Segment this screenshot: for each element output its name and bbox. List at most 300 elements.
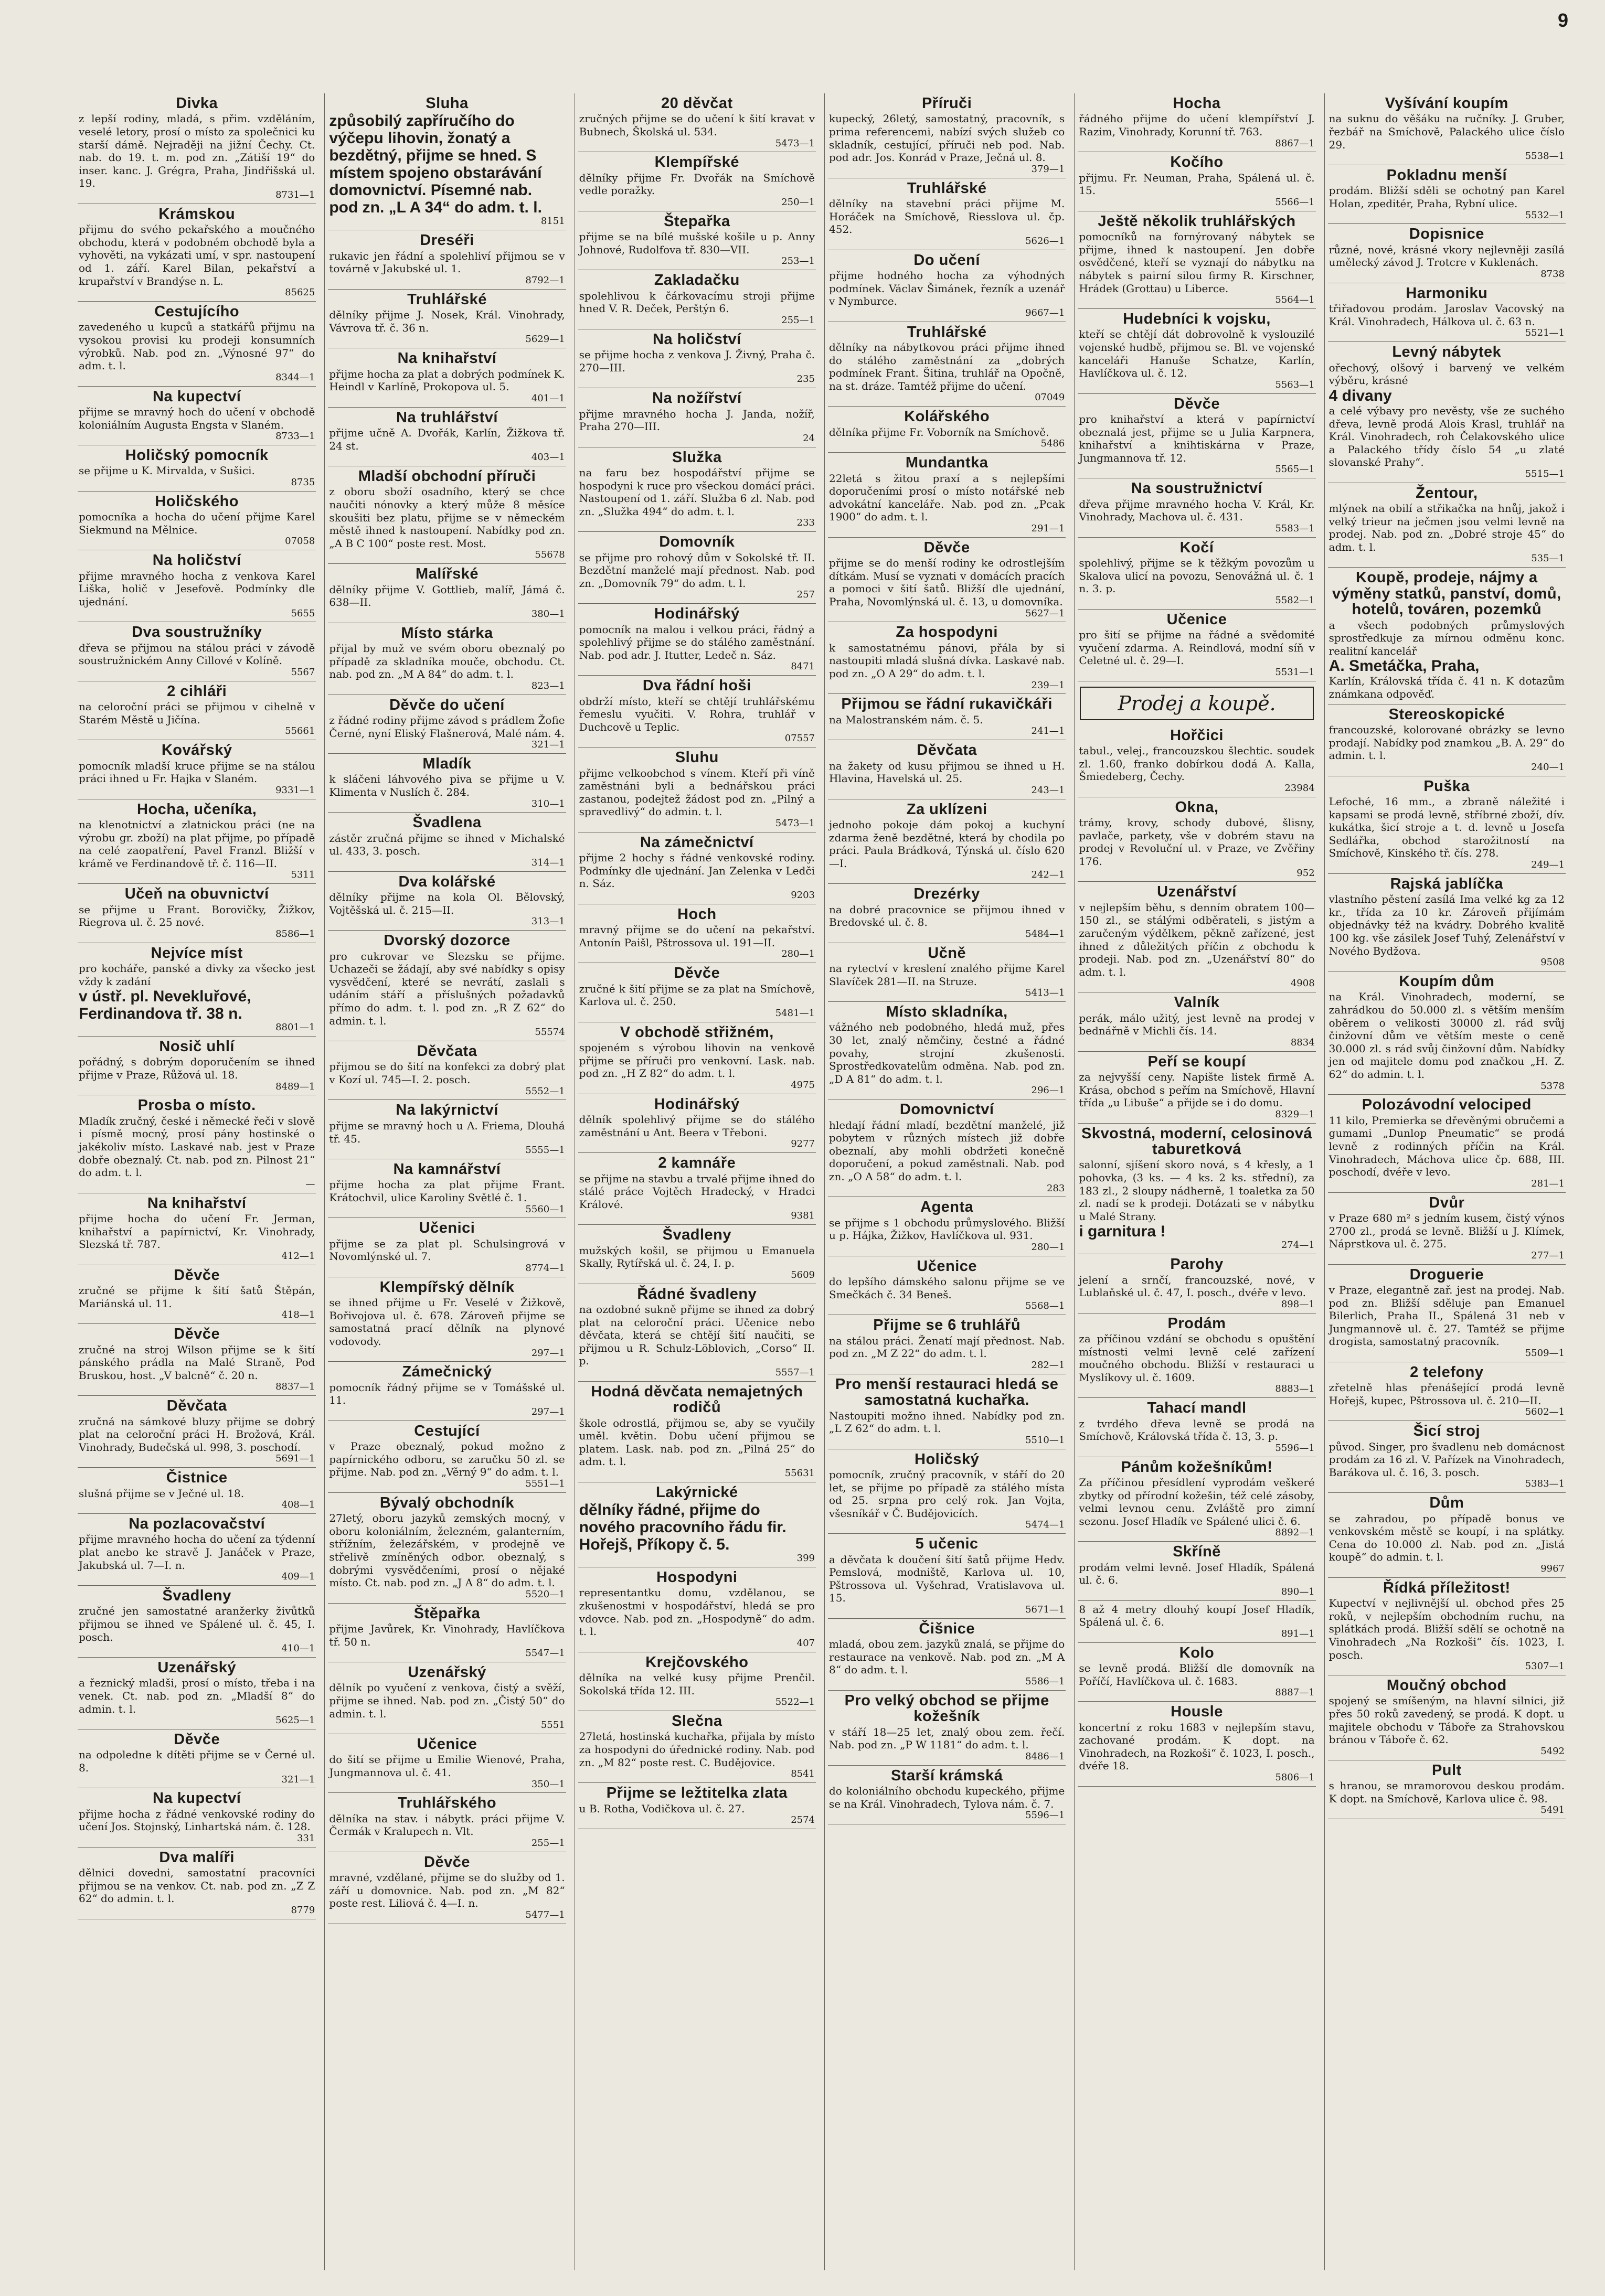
ad-number: 408—1 (281, 1499, 315, 1511)
ad-text: se zahradou, po případě bonus ve venkovském městě se koupí, i na splátky. Cena do 10.000 zl. Nab. pod zn. „Jistá koupě“ do admin. t. l. (1328, 1512, 1565, 1564)
ad-text: dřeva přijme mravného hocha V. Král, Kr. Vinohrady, Machova ul. č. 431. (1079, 497, 1315, 524)
ad-heading: Místo stárka (401, 624, 493, 642)
ad-number: 5522—1 (775, 1696, 815, 1708)
classified-ad (1328, 1578, 1566, 1675)
ad-text: spolehlivou k čárkovacímu stroji přijme hned V. R. Deček, Perštýn 6. (579, 289, 815, 315)
ad-text: přijme velkoobchod s vínem. Kteří při víně zaměstnáni byli a bednářskou práci zastanou, podejtež žádost pod zn. „Pilný a spravedlivý“ do admin. t. l. (579, 766, 815, 818)
classified-ad (328, 1421, 566, 1493)
ad-heading: Pánům kožešníkům! (1121, 1458, 1273, 1476)
ad-heading: Učeň na obuvnictví (124, 885, 269, 903)
ad-heading: Děvče (1174, 395, 1220, 412)
classified-ad (1078, 538, 1315, 610)
ad-heading: Hodinářský (654, 605, 740, 623)
ad-text: mlýnek na obilí a střikačka na hnůj, jakož i velký trieur na ječmen jsou velmi levně na prodej. Nab. pod zn. „Dobré stroje 45“ do adm. t. l. (1328, 502, 1565, 553)
ad-text: Karlín, Královská třída č. 41 n. K dotazům známkana odpověď. (1328, 675, 1565, 700)
ad-heading: Truhlářské (907, 179, 987, 197)
ad-heading: Děvče (174, 1326, 220, 1343)
classified-ad (1078, 93, 1315, 152)
ad-text: pomocník mladší kruce přijme se na stálou práci ihned u Fr. Hajka v Slaném. (79, 759, 315, 785)
classified-ad (78, 740, 316, 799)
classified-ad (578, 447, 816, 532)
classified-ad (578, 832, 816, 904)
ad-text: mužských košil, se přijmou u Emanuela Skally, Rytířská ul. č. 24, I. p. (579, 1244, 815, 1270)
ad-text: zručné jen samostatné aranžerky živůtků přijmou se ihned ve Spálené ul. č. 45, I. posch. (79, 1605, 315, 1643)
ad-heading: Domovnictví (899, 1101, 994, 1118)
ad-heading: Dreséři (420, 232, 474, 249)
ad-heading: Na holičství (152, 552, 241, 569)
classified-ad (1328, 776, 1566, 874)
ad-number: 255—1 (531, 1838, 565, 1849)
ad-text: se přijme u Frant. Borovičky, Žižkov, Riegrova ul. č. 25 nové. (79, 903, 315, 929)
classified-ad (78, 943, 316, 1037)
classified-ad (328, 290, 566, 348)
ad-heading: Učenice (1166, 611, 1227, 628)
ad-text: pomocníků na fornýrovaný nábytek se přijme, ihned k nastoupení. Jen dobře osvědčené, kteří se vyznají do nábytku na nábytek s pairní silou firmy R. Kirschner, Hrádek (Grottau) u Liberce. (1079, 230, 1315, 295)
ad-number: 8471 (791, 661, 815, 672)
ad-number: 241—1 (1031, 725, 1065, 737)
classified-ad (78, 302, 316, 387)
ad-number: 233 (796, 517, 815, 529)
ad-text: přijme mravného hocha do učení za týdenní plat anebo ke stravě J. Janáček v Praze, Jakubská ul. 7—I. n. (79, 1533, 315, 1572)
ad-number: 5481—1 (775, 1007, 815, 1019)
classified-ad (78, 204, 316, 302)
ad-heading: Prodám (1167, 1315, 1226, 1332)
ad-text: přijme mravného hocha z venkova Karel Liška, holič v Jesefově. Podmínky dle ujednání. (79, 569, 315, 608)
classified-ad (828, 1099, 1066, 1197)
classified-ad (828, 1691, 1066, 1766)
ad-heading: 20 děvčat (661, 95, 733, 112)
classified-ad (328, 93, 566, 230)
ad-heading: Hořčici (1170, 727, 1224, 744)
ad-heading: Dopisnice (1409, 226, 1484, 243)
classified-ad (328, 931, 566, 1041)
ad-heading: Místo skladníka, (886, 1003, 1008, 1021)
ad-heading: Cestujícího (154, 303, 240, 320)
ad-number: 5551 (540, 1720, 565, 1731)
ad-number: 5492 (1540, 1745, 1565, 1757)
ad-number: 07058 (285, 536, 315, 547)
classified-ad (1328, 971, 1566, 1095)
ad-text: Kupectví v nejlivnější ul. obchod přes 25 roků, v nejlepším obchodním ruchu, na splátkách prodá. Bližší sdělí se ochotně na Vinohradech „Na Rozkoši“ čís. 1023, I. posch. (1328, 1597, 1565, 1661)
ad-heading: Hodinářský (654, 1095, 740, 1113)
ad-number: 401—1 (531, 392, 565, 404)
classified-ad (328, 1493, 566, 1604)
ad-text: 8 až 4 metry dlouhý koupí Josef Hladík, Spálená ul. č. 6. (1079, 1603, 1315, 1629)
ad-text: na Král. Vinohradech, moderní, se zahrádkou do 50.000 zl. s větším menším oběrem o velikosti 30000 zl. rád svůj činžovní dům ve větším meste o ceně 30.000 zl. s rád svůj činžovní dům. Nabídky jen od majitele domu pod značkou „H. Z. 62“ do admin. t. l. (1328, 990, 1565, 1081)
ad-heading: Štěpařka (413, 1605, 481, 1622)
ad-text: Za příčinou přesídlení vyprodám veškeré zbytky od přírodní kožešin, též celé zásoby, velmi levnou cenu. Zvláště pro zimní sezonu. Josef Hladík ve Spálené ulici č. 6. (1079, 1476, 1315, 1528)
classified-ad (828, 1256, 1066, 1315)
classified-ad (1078, 309, 1315, 394)
ad-heading: Čišnice (919, 1620, 975, 1637)
ad-number: 8892—1 (1275, 1527, 1315, 1539)
ad-number: — (305, 1178, 315, 1190)
classified-ad (78, 1586, 316, 1658)
ad-number: 8834 (1290, 1037, 1315, 1048)
ad-text: trámy, krovy, schody dubové, šlisny, pavlače, parkety, vše v dobrém stavu na prodej v Revoluční ul. v Praze, ve Zvěřiny 176. (1079, 816, 1315, 868)
classified-ad (578, 1382, 816, 1482)
ad-heading: Harmoniku (1406, 284, 1488, 302)
ad-heading: Přijme se 6 truhlářů (873, 1317, 1021, 1334)
ad-number: 280—1 (781, 948, 815, 960)
ad-text: z tvrdého dřeva levně se prodá na Smíchově, Královská třída č. 13, 3. p. (1079, 1417, 1315, 1443)
ad-number: 5520—1 (525, 1588, 565, 1600)
classified-ad (328, 1159, 566, 1218)
ad-text: jelení a srnčí, francouzské, nové, v Lublaňské ul. č. 47, I. posch., dvéře v levo. (1079, 1273, 1315, 1299)
ad-number: 5491 (1540, 1804, 1565, 1816)
ad-number: 5566—1 (1275, 197, 1315, 208)
ad-number: 255—1 (781, 314, 815, 326)
ad-number: 5691—1 (275, 1453, 315, 1465)
ad-heading: Na pozlacovačství (129, 1515, 265, 1532)
ad-heading: Učenice (417, 1736, 477, 1753)
ad-text: slušná přijme se v Ječné ul. 18. (79, 1487, 245, 1500)
ad-heading: Nejvíce míst (151, 944, 243, 962)
ad-number: 403—1 (531, 452, 565, 463)
ad-text: se přijme na stavbu a trvalé přijme ihned do stálé práce Vojtěch Hradecký, v Hradci Králové. (579, 1172, 815, 1211)
ad-heading: Za uklízeni (906, 800, 987, 818)
ad-number: 8489—1 (275, 1081, 315, 1092)
classified-ad (78, 1265, 316, 1324)
ad-text: škole odrostlá, přijmou se, aby se vyučily uměl. květin. Dobu učení přijmou se platem. Lask. nab. pod zn. „Pilná 25“ do adm. t. l. (579, 1416, 815, 1468)
classified-ad (78, 93, 316, 204)
ad-text: Lefoché, 16 mm., a zbraně náležité i kapsami se prodá levně, stříbrné zboží, dív. kukátka, šicí stroje a t. d. levně u Josefa Sedlářka, obchod starožitností na Smíchově, Kinského tř. čís. 278. (1328, 795, 1565, 860)
classified-ad (1078, 394, 1315, 479)
ad-number: 409—1 (281, 1571, 315, 1583)
classified-ad (328, 1734, 566, 1793)
ad-number: 8731—1 (275, 189, 315, 200)
ad-text: přijme mravného hocha J. Janda, nožíř, Praha 270—III. (579, 407, 815, 433)
classified-ad (578, 1022, 816, 1094)
classified-ad (578, 1783, 816, 1829)
ad-number: 350—1 (531, 1778, 565, 1790)
ad-text: a celé výbavy pro nevěsty, vše ze suchého dřeva, levně prodá Alois Krasl, truhlář na Král. Vinohradech, roh Čelakovského ulice a Palackého třídy číslo 54 „u zlaté slovanské Prahy“. (1328, 404, 1565, 469)
ad-heading: Na kamnářství (393, 1160, 501, 1178)
ad-columns (75, 93, 1569, 2270)
classified-ad (1328, 704, 1566, 776)
classified-ad (1078, 610, 1315, 681)
ad-heading: Pro menší restauraci hledá se samostatná kuchařka. (835, 1375, 1059, 1409)
ad-emphasis: způsobilý zapříručího do výčepu lihovin, žonatý a bezdětný, přijme se hned. S místem spojeno obstarávání domovnictví. Písemné nab. pod zn. „L A 34“ do adm. t. l. (329, 112, 542, 217)
ad-heading: Šicí stroj (1413, 1423, 1481, 1440)
classified-ad (578, 676, 816, 747)
classified-ad (828, 1197, 1066, 1256)
ad-text: mravné, vzdělané, přijme se do služby od 1. září u domovnice. Nab. pod zn. „M 82“ poste rest. Liliová č. 4—I. n. (329, 1871, 565, 1910)
ad-heading: Dva soustružníky (132, 624, 262, 641)
ad-text: Nastoupiti možno ihned. Nabídky pod zn. „L Z 62“ do adm. t. l. (829, 1409, 1065, 1435)
ad-text: zručné k šití přijme se za plat na Smíchově, Karlova ul. č. 250. (579, 982, 815, 1008)
ad-number: 250—1 (781, 197, 815, 208)
classified-ad (78, 492, 316, 550)
ad-heading: Tahací mandl (1147, 1400, 1247, 1417)
ad-emphasis: 4 divany (1328, 387, 1392, 404)
ad-heading: Služka (672, 448, 722, 466)
classified-ad (1078, 1254, 1315, 1313)
ad-heading: Nosič uhlí (159, 1038, 235, 1055)
ad-number: 23984 (1284, 782, 1315, 794)
ad-number: 5383—1 (1525, 1478, 1565, 1490)
ad-number: 235 (796, 373, 815, 385)
classified-ad (1078, 1457, 1315, 1542)
ad-number: 410—1 (281, 1643, 315, 1654)
ad-text: zručných přijme se do učení k šití kravat v Bubnech, Školská ul. 534. (579, 112, 815, 138)
ad-text: ořechový, olšový i barvený ve velkém výběru, krásné (1328, 361, 1565, 387)
ad-text: pro knihařství a která v papírnictví obeznalá jest, přijme se u Julia Karpnera, knihařství a knihtiskárna v Praze, Jungmannova tř. 12. (1079, 413, 1315, 464)
ad-text: na klenotnictví a zlatnickou práci (ne na výrobu gr. zboží) na plat přijme, po případě na celé zaopatření, Pavel Franzl. Bližší v krámě ve Ferdinandově tř. č. 116—II. (79, 818, 315, 870)
ad-number: 55574 (535, 1027, 565, 1038)
ad-number: 5560—1 (525, 1203, 565, 1215)
ad-heading: Na nožířství (652, 390, 742, 407)
ad-heading: Parohy (1170, 1256, 1224, 1273)
ad-heading: Prosba o místo. (137, 1097, 256, 1114)
ad-heading: Na holičství (652, 330, 741, 348)
ad-text: pro kocháře, panské a divky za všecko jest vždy k zadání (79, 962, 315, 988)
classified-ad (578, 963, 816, 1022)
ad-heading: 2 telefony (1410, 1363, 1484, 1381)
ad-column-6 (1324, 93, 1569, 2270)
ad-text: přijme hocha do učení Fr. Jerman, knihařství a papírnictví, Kr. Vinohrady, Slezská tř. 787. (79, 1212, 315, 1251)
ad-text: na suknu do věšáku na ručníky. J. Gruber, řezbář na Smíchově, Palackého ulice číslo 29. (1328, 112, 1565, 151)
ad-text: za nejvyšší ceny. Napište listek firmě A. Krása, obchod s peřím na Smíchově, Hlavní třída „u Libuše“ a přijde se i do domu. (1079, 1071, 1315, 1109)
ad-number: 243—1 (1031, 784, 1065, 796)
ad-text: přijme 2 hochy s řádné venkovské rodiny. Podmínky dle ujednání. Jan Zelenka v Ledči n. Sáz. (579, 851, 815, 890)
ad-text: prodám velmi levně. Josef Hladík, Spálená ul. č. 6. (1079, 1561, 1315, 1587)
ad-number: 249—1 (1531, 859, 1565, 870)
ad-number: 07049 (1035, 392, 1065, 403)
ad-number: 891—1 (1281, 1628, 1315, 1639)
ad-number: 9381 (791, 1210, 815, 1222)
ad-text: a všech podobných průmyslových sprostředkuje za mírnou odměnu konc. realitní kancelář (1328, 618, 1565, 657)
ad-number: 55661 (285, 725, 315, 737)
ad-number: 4975 (791, 1079, 815, 1091)
ad-text: na faru bez hospodářství přijme se hospodyni k ruce pro všeckou domácí práci. Nastoupení od 1. září. Služba 6 zl. Nab. pod zn. „Služka 494“ do adm. t. l. (579, 466, 815, 518)
classified-ad (78, 445, 316, 492)
ad-number: 5806—1 (1275, 1771, 1315, 1783)
ad-text: dělníky na nábytkovou práci přijme ihned do stálého zaměstnání za „dobrých podmínek Frant. Šitina, truhlář na Opočně, na st. dráze. Tamtéž přijme do učení. (829, 341, 1065, 392)
classified-ad (828, 250, 1066, 322)
ad-number: 5655 (291, 607, 315, 619)
ad-heading: Hudebníci k vojsku, (1123, 311, 1271, 328)
ad-text: k sláčeni láhvového piva se přijme u V. Klimenta v Nuslích č. 284. (329, 773, 565, 799)
ad-heading: Peří se koupí (1147, 1053, 1246, 1070)
ad-text: do šití se přijme u Emilie Wienové, Praha, Jungmannova ul. č. 41. (329, 1753, 565, 1779)
classified-ad (328, 348, 566, 407)
ad-text: z řádné rodiny přijme závod s prádlem Žofie Černé, nyní Eliský Flašnerová, Malé nám. 4. (329, 714, 565, 740)
classified-ad (828, 407, 1066, 453)
ad-text: zručná na sámkové bluzy přijme se dobrý plat na celoroční práci H. Brožová, Král. Vinohrady, Budečská ul. 998, 3. poschodí. (79, 1415, 315, 1454)
page-number: 9 (1557, 9, 1568, 31)
classified-ad (578, 388, 816, 447)
classified-ad (328, 1793, 566, 1852)
ad-number: 8887—1 (1275, 1687, 1315, 1699)
ad-text: se ihned přijme u Fr. Veselé v Žižkově, Bořivojova ul. č. 678. Zároveň přijme se samostatná prací dělník na plynové vodovody. (329, 1296, 565, 1348)
ad-number: 8586—1 (275, 928, 315, 939)
ad-heading: Vyšívání koupím (1385, 95, 1508, 112)
ad-text: dělníky přijme Fr. Dvořák na Smíchově vedle poražky. (579, 171, 815, 197)
ad-number: 898—1 (1281, 1298, 1315, 1310)
ad-column-3 (575, 93, 819, 2270)
ad-text: mladá, obou zem. jazyků znalá, se přijme do restaurace na venkově. Nab. pod zn. „M A 8“ do adm. t. l. (829, 1638, 1065, 1676)
ad-heading: Na lakýrnictví (396, 1102, 498, 1119)
classified-ad (578, 1225, 816, 1284)
classified-ad (78, 1729, 316, 1788)
ad-text: do lepšího dámského salonu přijme se ve Smečkách č. 34 Beneš. (829, 1275, 1065, 1301)
ad-heading: Krámskou (158, 205, 236, 222)
ad-heading: 5 učenic (915, 1535, 979, 1553)
ad-heading: Mladík (422, 755, 472, 772)
classified-ad (578, 1567, 816, 1652)
classified-ad (578, 152, 816, 211)
ad-heading: Divka (176, 95, 218, 112)
ad-text: dělnici dovedni, samostatní pracovníci přijmou se na venkov. Ct. nab. pod zn. „Z Z 62“ do admin. t. l. (79, 1866, 315, 1905)
classified-ad (328, 1852, 566, 1924)
ad-text: z lepší rodiny, mladá, s přim. vzděláním, veselé letory, prosí o místo za společnici ku starší dámě. Nejraději na jižní Čechy. Ct. nab. do 19. t. m. pod zn. „Zátiší 19“ do inser. kanc. J. Grégra, Praha, Jindřišská ul. 19. (79, 112, 315, 190)
classified-ad (1328, 568, 1566, 704)
ad-heading: Děvče do učení (389, 696, 505, 713)
ad-number: 321—1 (281, 1774, 315, 1785)
classified-ad (578, 747, 816, 832)
ad-number: 314—1 (531, 857, 565, 869)
ad-text: zřetelně hlas přenášející prodá levně Hořejš, kupec, Pštrossova ul. č. 210—II. (1328, 1381, 1565, 1407)
ad-number: 5564—1 (1275, 294, 1315, 306)
ad-text: tabul., velej., francouzskou šlechtic. soudek zl. 1.60, franko dobírkou dodá A. Kalla, Šmiedeberg, Čechy. (1079, 744, 1315, 783)
ad-number: 5568—1 (1025, 1300, 1065, 1312)
ad-text: přijme hocha z řádné venkovské rodiny do učení Jos. Stojnský, Linhartská nám. č. 128. (79, 1807, 315, 1833)
ad-text: řádného přijme do učení klempířství J. Razim, Vinohrady, Korunní tř. 763. (1079, 112, 1315, 138)
classified-ad (78, 387, 316, 445)
ad-text: dělníka na stav. i nábytk. práci přijme V. Čermák v Kralupech n. Vlt. (329, 1812, 565, 1838)
ad-heading: Ještě několik truhlářských (1098, 212, 1296, 230)
ad-text: kupecký, 26letý, samostatný, pracovník, s prima referencemi, nabízí svých služeb co skladník, cestující, příruči neb pod. Nab. pod adr. Jos. Konrád v Praze, Ječná ul. 8. (829, 112, 1065, 164)
ad-text: přijme hocha za plat a dobrých podmínek K. Heindl v Karlíně, Prokopova ul. 5. (329, 367, 565, 393)
ad-number: 8344—1 (275, 371, 315, 383)
ad-number: 5521—1 (1525, 327, 1565, 339)
ad-heading: Klempířský dělník (379, 1278, 515, 1296)
ad-text: koncertní z roku 1683 v nejlepším stavu, zachované prodám. K dopt. na Vinohradech, na Rozkoši“ č. 1023, I. posch., dvéře 18. (1079, 1721, 1315, 1772)
ad-text: přijme hodného hocha za výhodných podmínek. Václav Šimánek, řezník a uzenář v Nymburce. (829, 269, 1065, 308)
ad-text: dělník po vyučení z venkova, čistý a svěží, přijme se ihned. Nab. pod zn. „Čistý 50“ do admin. t. l. (329, 1681, 565, 1720)
ad-heading: Dvůr (1429, 1194, 1465, 1211)
ad-heading: Puška (1423, 777, 1470, 795)
ad-number: 8883—1 (1275, 1383, 1315, 1395)
ad-number: 5531—1 (1275, 666, 1315, 678)
classified-ad (1328, 283, 1566, 342)
classified-ad (1328, 93, 1566, 165)
ad-heading: 2 kamnáře (658, 1155, 736, 1172)
classified-ad (1328, 1421, 1566, 1493)
ad-heading: Truhlářské (907, 323, 987, 340)
ad-heading: Učně (928, 944, 966, 962)
ad-number: 5552—1 (525, 1085, 565, 1097)
classified-ad (828, 799, 1066, 884)
classified-ad (578, 329, 816, 388)
classified-ad (828, 322, 1066, 407)
ad-heading: Kolo (1179, 1644, 1215, 1661)
ad-text: do koloniálního obchodu kupeckého, přijme se na Král. Vinohradech, Tylova nám. č. 7. (829, 1785, 1065, 1810)
ad-text: perák, málo užitý, jest levně na prodej v bednářně v Michli čís. 14. (1079, 1011, 1315, 1038)
ad-number: 412—1 (281, 1250, 315, 1262)
classified-ad (1078, 1643, 1315, 1702)
classified-ad (1078, 882, 1315, 992)
ad-heading: Děvče (923, 539, 970, 556)
ad-text: pomocníka a hocha do učení přijme Karel Siekmund na Mělnice. (79, 510, 315, 536)
classified-ad (1328, 483, 1566, 568)
ad-emphasis: i garnitura ! (1079, 1223, 1166, 1241)
ad-text: u B. Rotha, Vodičkova ul. č. 27. (579, 1802, 745, 1815)
ad-heading: Na kupectví (153, 1790, 241, 1807)
ad-number: 5626—1 (1025, 235, 1065, 247)
ad-number: 399 (796, 1553, 815, 1564)
classified-ad (828, 1449, 1066, 1534)
ad-number: 5473—1 (775, 818, 815, 829)
ad-text: na celoroční práci se přijmou v cihelně v Starém Městě u Jičína. (79, 700, 315, 726)
ad-text: se přijme u K. Mirvalda, v Sušici. (79, 464, 255, 477)
ad-heading: Mladší obchodní příruči (358, 467, 536, 485)
ad-number: 296—1 (1031, 1085, 1065, 1096)
ad-number: 291—1 (1031, 522, 1065, 534)
ad-text: dělníky na stavební práci přijme M. Horáček na Smíchově, Riesslova ul. čp. 452. (829, 197, 1065, 236)
classified-ad (328, 1100, 566, 1159)
classified-ad (578, 1153, 816, 1225)
ad-heading: Zámečnický (402, 1363, 492, 1381)
classified-ad (78, 622, 316, 681)
ad-text: zručné se přijme k šití šatů Štěpán, Mariánská ul. 11. (79, 1284, 315, 1310)
ad-heading: Dům (1429, 1494, 1464, 1512)
ad-heading: Příruči (921, 95, 972, 112)
ad-number: 5311 (291, 869, 315, 881)
ad-text: obdrží místo, kteří se chtějí truhlářskému řemeslu vyučiti. V. Rohra, truhlář v Duchcově u Teplic. (579, 695, 815, 733)
ad-heading: Mundantka (905, 454, 988, 472)
ad-heading: Cestující (414, 1422, 480, 1439)
ad-text: přijme se do menší rodiny ke odrostlejším dítkám. Musí se vyznati v domácích pracích a pomoci v šití šatů. Bližší dle ujednání, Praha, Novomlýnská ul. č. 13, u domovníka. (829, 557, 1065, 608)
ad-number: 5551—1 (525, 1478, 565, 1489)
ad-heading: Děvčata (166, 1397, 227, 1415)
ad-emphasis: dělníky řádné, přijme do nového pracovního řádu fir. Hořejš, Příkopy č. 5. (579, 1501, 786, 1554)
classified-ad (78, 1193, 316, 1265)
classified-ad (1078, 992, 1315, 1051)
ad-text: přijme učně A. Dvořák, Karlín, Žižkova tř. 24 st. (329, 426, 565, 452)
ad-heading: Skříně (1173, 1543, 1221, 1561)
ad-emphasis: A. Smetáčka, Praha, (1328, 657, 1480, 675)
ad-heading: Dva kolářské (398, 873, 496, 890)
classified-ad (828, 538, 1066, 623)
ad-text: rukavic jen řádní a spolehliví přijmou se v továrně v Jakubské ul. 1. (329, 249, 565, 275)
classified-ad (78, 1396, 316, 1468)
ad-text: 27letá, hostinská kuchařka, přijala by místo za hospodyni do úřednické rodiny. Nab. pod zn. „M 82“ poste rest. C. Budějovice. (579, 1730, 815, 1769)
ad-heading: Hodná děvčata nemajetných rodičů (591, 1383, 803, 1416)
ad-heading: Děvče (674, 965, 720, 982)
classified-ad (578, 1284, 816, 1382)
ad-heading: Hocha (1173, 95, 1221, 112)
ad-number: 85625 (285, 287, 315, 298)
ad-number: 8486—1 (1025, 1750, 1065, 1762)
classified-ad (328, 1277, 566, 1362)
ad-number: 8792—1 (525, 274, 565, 286)
ad-number: 5473—1 (775, 137, 815, 149)
ad-text: prodám. Bližší sděli se ochotný pan Karel Holan, zpeditér, Praha, Rybní ulice. (1328, 184, 1565, 210)
ad-number: 8329—1 (1275, 1108, 1315, 1120)
ad-number: 5307—1 (1525, 1661, 1565, 1672)
ad-text: zástěr zručná přijme se ihned v Michalské ul. 433, 3. posch. (329, 831, 565, 858)
ad-number: 253—1 (781, 255, 815, 267)
ad-heading: Na knihařství (147, 1194, 247, 1212)
ad-heading: Přijme se ležtitelka zlata (606, 1785, 788, 1802)
classified-ad (1328, 874, 1566, 971)
ad-text: 11 kilo, Premierka se dřevěnými obručemi a gumami „Dunlop Pneumatic“ se prodá levně z rodinných příčin na Král. Vinohradech, Máchova ulice čp. 688, III. poschodí, dvéře v levo. (1328, 1114, 1565, 1179)
ad-heading: Droguerie (1409, 1266, 1484, 1283)
ad-number: 280—1 (1031, 1242, 1065, 1253)
ad-number: 313—1 (531, 916, 565, 927)
